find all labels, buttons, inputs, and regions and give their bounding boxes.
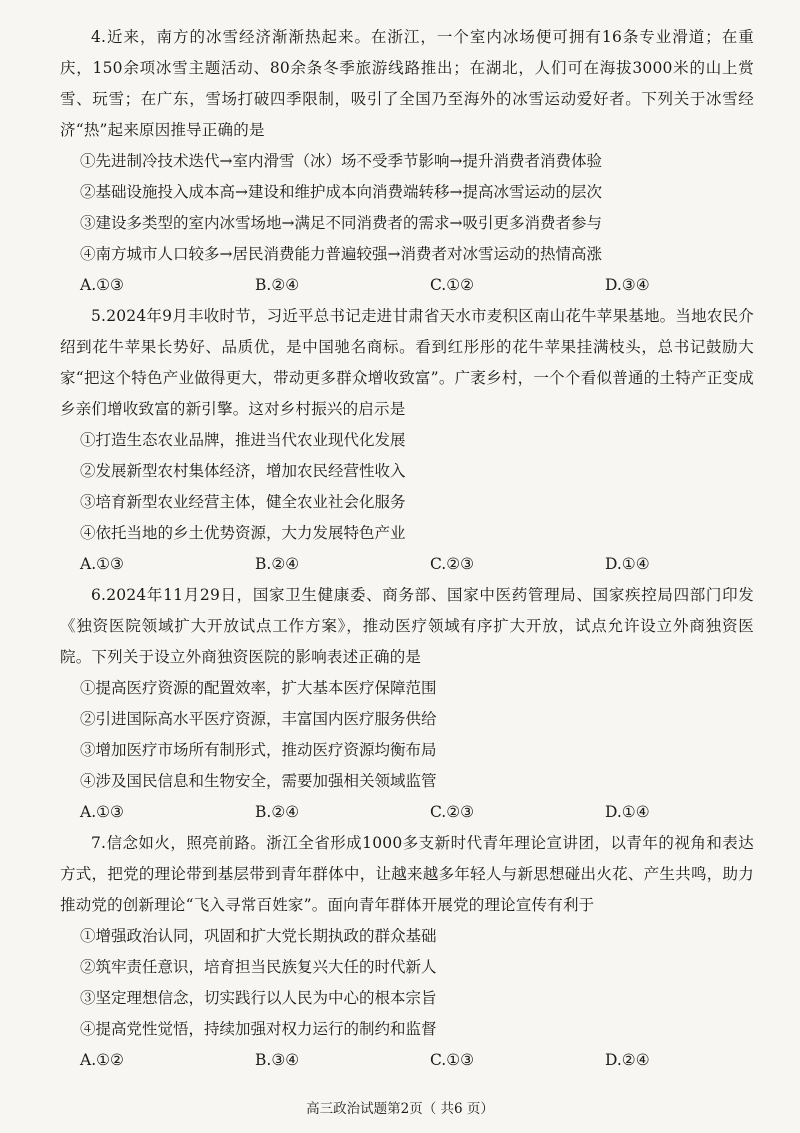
option-4: ④南方城市人口较多→居民消费能力普遍较强→消费者对冰雪运动的热情高涨	[80, 245, 602, 263]
option-3: ③增加医疗市场所有制形式，推动医疗资源均衡布局	[80, 741, 437, 759]
answer-a[interactable]: A.①③	[80, 555, 124, 573]
option-3: ③建设多类型的室内冰雪场地→满足不同消费者的需求→吸引更多消费者参与	[80, 214, 602, 232]
question-7	[60, 828, 754, 1076]
option-3: ③培育新型农业经营主体，健全农业社会化服务	[80, 493, 406, 511]
option-4: ④涉及国民信息和生物安全，需要加强相关领域监管	[80, 772, 437, 790]
answer-a[interactable]: A.①③	[80, 803, 124, 821]
option-1: ①增强政治认同，巩固和扩大党长期执政的群众基础	[80, 927, 437, 945]
answer-c[interactable]: C.②③	[430, 803, 475, 821]
answer-b[interactable]: B.②④	[255, 276, 300, 294]
option-1: ①先进制冷技术迭代→室内滑雪（冰）场不受季节影响→提升消费者消费体验	[80, 152, 602, 170]
answer-choices	[60, 1045, 754, 1076]
option-4: ④依托当地的乡土优势资源，大力发展特色产业	[80, 524, 406, 542]
answer-choices	[60, 270, 754, 301]
option-2: ②筑牢责任意识，培育担当民族复兴大任的时代新人	[80, 958, 437, 976]
answer-d[interactable]: D.①④	[605, 555, 650, 573]
option-1: ①提高医疗资源的配置效率，扩大基本医疗保障范围	[80, 679, 437, 697]
answer-a[interactable]: A.①②	[80, 1051, 124, 1069]
question-6	[60, 580, 754, 828]
question-stem: 4.近来，南方的冰雪经济渐渐热起来。在浙江，一个室内冰场便可拥有16条专业滑道；在重庆，150余项冰雪主题活动、80余条冬季旅游线路推出；在湖北，人们可在海拔3000米的山上赏雪、玩雪；在广东，雪场打破四季限制，吸引了全国乃至海外的冰雪运动爱好者。下列关于冰雪经济“热”起来原因推导正确的是	[60, 28, 754, 139]
option-4: ④提高党性觉悟，持续加强对权力运行的制约和监督	[80, 1020, 437, 1038]
answer-d[interactable]: D.③④	[605, 276, 650, 294]
answer-d[interactable]: D.①④	[605, 803, 650, 821]
page-footer: 高三政治试题第2页（ 共6 页）	[306, 1101, 494, 1117]
answer-c[interactable]: C.①③	[430, 1051, 475, 1069]
question-5	[60, 301, 754, 580]
answer-c[interactable]: C.①②	[430, 276, 475, 294]
answer-a[interactable]: A.①③	[80, 276, 124, 294]
answer-choices	[60, 549, 754, 580]
option-2: ②发展新型农村集体经济，增加农民经营性收入	[80, 462, 406, 480]
question-stem: 6.2024年11月29日，国家卫生健康委、商务部、国家中医药管理局、国家疾控局四部门印发《独资医院领域扩大开放试点工作方案》，推动医疗领域有序扩大开放，试点允许设立外商独资医院。下列关于设立外商独资医院的影响表述正确的是	[60, 586, 754, 666]
answer-choices	[60, 797, 754, 828]
answer-d[interactable]: D.②④	[605, 1051, 650, 1069]
question-4	[60, 22, 754, 301]
answer-b[interactable]: B.③④	[255, 1051, 300, 1069]
answer-b[interactable]: B.②④	[255, 555, 300, 573]
answer-c[interactable]: C.②③	[430, 555, 475, 573]
question-stem: 5.2024年9月丰收时节，习近平总书记走进甘肃省天水市麦积区南山花牛苹果基地。当地农民介绍到花牛苹果长势好、品质优，是中国驰名商标。看到红彤彤的花牛苹果挂满枝头，总书记鼓励大家“把这个特色产业做得更大，带动更多群众增收致富”。广袤乡村，一个个看似普通的土特产正变成乡亲们增收致富的新引擎。这对乡村振兴的启示是	[60, 307, 754, 418]
option-2: ②基础设施投入成本高→建设和维护成本向消费端转移→提高冰雪运动的层次	[80, 183, 602, 201]
question-stem: 7.信念如火，照亮前路。浙江全省形成1000多支新时代青年理论宣讲团，以青年的视角和表达方式，把党的理论带到基层带到青年群体中，让越来越多年轻人与新思想碰出火花、产生共鸣，助力推动党的创新理论“飞入寻常百姓家”。面向青年群体开展党的理论宣传有利于	[60, 834, 754, 914]
option-2: ②引进国际高水平医疗资源，丰富国内医疗服务供给	[80, 710, 437, 728]
option-1: ①打造生态农业品牌，推进当代农业现代化发展	[80, 431, 406, 449]
option-3: ③坚定理想信念，切实践行以人民为中心的根本宗旨	[80, 989, 437, 1007]
answer-b[interactable]: B.②④	[255, 803, 300, 821]
